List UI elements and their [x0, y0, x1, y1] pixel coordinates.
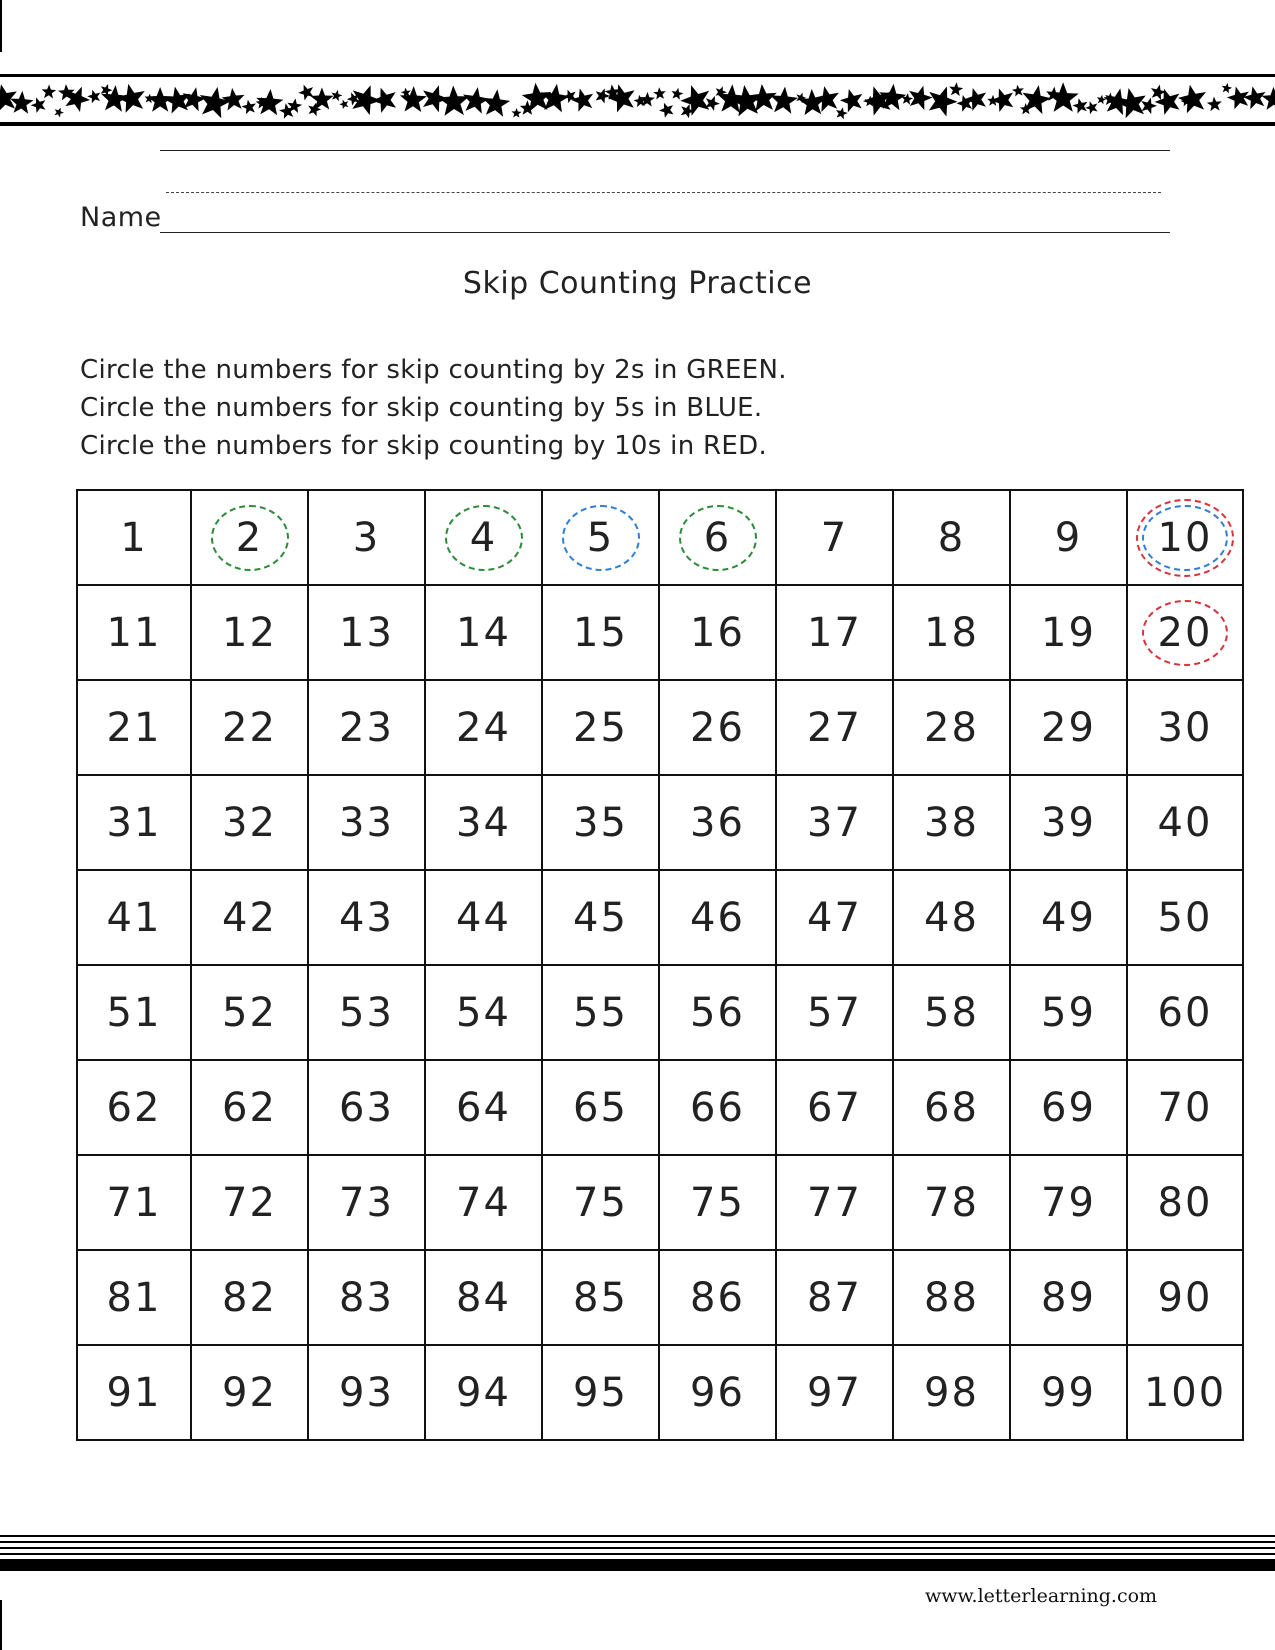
cell-number: 11: [106, 609, 162, 656]
writing-base-line: [160, 232, 1170, 233]
star-icon: [836, 107, 848, 119]
website-url[interactable]: www.letterlearning.com: [925, 1585, 1158, 1607]
corner-mark-bottom: [0, 1600, 2, 1650]
star-icon: [541, 84, 570, 113]
grid-cell[interactable]: [191, 1250, 308, 1345]
cell-number: 27: [807, 704, 862, 751]
cell-number: 82: [222, 1274, 277, 1321]
cell-number: 30: [1157, 704, 1213, 751]
cell-number: 28: [924, 704, 979, 751]
cell-number: 84: [456, 1274, 511, 1321]
star-icon: [331, 90, 342, 101]
instruction-green: Circle the numbers for skip counting by 2s in GREEN.: [80, 355, 787, 385]
star-icon: [659, 103, 674, 118]
grid-cell[interactable]: [425, 585, 542, 680]
star-icon: [400, 86, 427, 112]
grid-cell[interactable]: [308, 1250, 425, 1345]
grid-cell[interactable]: [776, 965, 893, 1060]
grid-cell[interactable]: [77, 1060, 191, 1155]
grid-cell[interactable]: [308, 1345, 425, 1440]
cell-number: 34: [456, 799, 511, 846]
grid-cell[interactable]: [542, 1345, 659, 1440]
grid-cell[interactable]: [776, 490, 893, 585]
cell-number: 15: [573, 609, 628, 656]
star-icon: [339, 100, 348, 110]
grid-cell[interactable]: [776, 1155, 893, 1250]
cell-number: 4: [469, 514, 498, 561]
cell-number: 6: [703, 514, 732, 561]
star-icon: [42, 84, 57, 98]
grid-cell[interactable]: [77, 680, 191, 775]
grid-cell[interactable]: [659, 680, 776, 775]
cell-number: 3: [352, 514, 381, 561]
grid-cell[interactable]: [77, 585, 191, 680]
cell-number: 65: [573, 1084, 628, 1131]
cell-number: 16: [690, 609, 745, 656]
grid-cell[interactable]: [191, 1345, 308, 1440]
cell-number: 14: [456, 609, 511, 656]
cell-number: 92: [222, 1369, 277, 1416]
cell-number: 49: [1041, 894, 1096, 941]
grid-cell[interactable]: [776, 1345, 893, 1440]
cell-number: 63: [339, 1084, 394, 1131]
cell-number: 40: [1157, 799, 1213, 846]
grid-cell[interactable]: [191, 870, 308, 965]
cell-number: 25: [573, 704, 628, 751]
cell-number: 69: [1041, 1084, 1096, 1131]
grid-cell[interactable]: [1010, 490, 1127, 585]
grid-cell[interactable]: [308, 490, 425, 585]
star-border: [0, 74, 1275, 128]
cell-number: 45: [573, 894, 628, 941]
grid-cell[interactable]: [893, 1250, 1010, 1345]
star-icon: [1262, 87, 1275, 110]
grid-cell[interactable]: [425, 1060, 542, 1155]
grid-row: [77, 585, 1243, 680]
grid-cell[interactable]: [308, 1060, 425, 1155]
grid-cell[interactable]: [893, 680, 1010, 775]
grid-row: [77, 1155, 1243, 1250]
grid-cell[interactable]: [893, 1060, 1010, 1155]
cell-number: 26: [690, 704, 745, 751]
grid-cell[interactable]: [659, 1060, 776, 1155]
grid-cell[interactable]: [425, 490, 542, 585]
star-icon: [964, 88, 986, 111]
grid-row: [77, 870, 1243, 965]
grid-cell[interactable]: [1127, 870, 1243, 965]
star-icon: [653, 87, 666, 99]
cell-number: 59: [1041, 989, 1096, 1036]
star-icon: [1178, 85, 1206, 114]
grid-cell[interactable]: [308, 1155, 425, 1250]
grid-row: [77, 1345, 1243, 1440]
cell-number: 93: [339, 1369, 394, 1416]
grid-cell[interactable]: [1010, 1155, 1127, 1250]
grid-cell[interactable]: [1127, 490, 1243, 585]
cell-number: 71: [106, 1179, 162, 1226]
grid-cell[interactable]: [893, 585, 1010, 680]
cell-number: 41: [106, 894, 162, 941]
cell-number: 80: [1157, 1179, 1213, 1226]
cell-number: 62: [106, 1084, 162, 1131]
cell-number: 94: [456, 1369, 511, 1416]
grid-cell[interactable]: [893, 870, 1010, 965]
instruction-blue: Circle the numbers for skip counting by 5s in BLUE.: [80, 393, 763, 423]
grid-cell[interactable]: [1010, 1250, 1127, 1345]
cell-number: 39: [1041, 799, 1096, 846]
cell-number: 19: [1041, 609, 1096, 656]
corner-mark-top: [0, 0, 2, 52]
grid-cell[interactable]: [1127, 1155, 1243, 1250]
grid-cell[interactable]: [77, 870, 191, 965]
star-icon: [287, 98, 302, 113]
cell-number: 44: [456, 894, 511, 941]
star-icon: [840, 89, 862, 112]
grid-cell[interactable]: [659, 585, 776, 680]
grid-cell[interactable]: [542, 870, 659, 965]
cell-number: 55: [573, 989, 628, 1036]
cell-number: 20: [1157, 609, 1213, 656]
cell-number: 87: [807, 1274, 862, 1321]
grid-cell[interactable]: [542, 965, 659, 1060]
grid-cell[interactable]: [308, 775, 425, 870]
grid-cell[interactable]: [425, 680, 542, 775]
star-icon: [298, 85, 313, 101]
grid-cell[interactable]: [1010, 1060, 1127, 1155]
cell-number: 21: [106, 704, 162, 751]
grid-cell[interactable]: [191, 775, 308, 870]
cell-number: 54: [456, 989, 511, 1036]
grid-cell[interactable]: [308, 585, 425, 680]
cell-number: 98: [924, 1369, 979, 1416]
grid-cell[interactable]: [191, 1060, 308, 1155]
grid-row: [77, 775, 1243, 870]
cell-number: 51: [106, 989, 162, 1036]
hundred-chart: [76, 489, 1244, 1441]
star-icon: [1012, 85, 1024, 97]
cell-number: 85: [573, 1274, 628, 1321]
grid-cell[interactable]: [776, 680, 893, 775]
cell-number: 95: [573, 1369, 628, 1416]
cell-number: 50: [1157, 894, 1213, 941]
grid-cell[interactable]: [77, 1345, 191, 1440]
cell-number: 83: [339, 1274, 394, 1321]
grid-cell[interactable]: [191, 490, 308, 585]
cell-number: 24: [456, 704, 511, 751]
grid-cell[interactable]: [77, 965, 191, 1060]
grid-cell[interactable]: [893, 775, 1010, 870]
grid-cell[interactable]: [893, 1155, 1010, 1250]
star-icon: [1048, 82, 1079, 112]
cell-number: 77: [807, 1179, 862, 1226]
cell-number: 8: [937, 514, 966, 561]
cell-number: 64: [456, 1084, 511, 1131]
grid-cell[interactable]: [659, 965, 776, 1060]
grid-cell[interactable]: [893, 490, 1010, 585]
cell-number: 47: [807, 894, 862, 941]
cell-number: 37: [807, 799, 862, 846]
star-icon: [242, 100, 257, 115]
cell-number: 96: [690, 1369, 745, 1416]
grid-cell[interactable]: [776, 870, 893, 965]
grid-cell[interactable]: [308, 870, 425, 965]
cell-number: 70: [1157, 1084, 1213, 1131]
cell-number: 58: [924, 989, 979, 1036]
grid-cell[interactable]: [1127, 965, 1243, 1060]
grid-cell[interactable]: [1010, 870, 1127, 965]
grid-cell[interactable]: [776, 585, 893, 680]
cell-number: 74: [456, 1179, 511, 1226]
cell-number: 29: [1041, 704, 1096, 751]
grid-cell[interactable]: [191, 965, 308, 1060]
cell-number: 57: [807, 989, 862, 1036]
page-title: Skip Counting Practice: [462, 266, 813, 301]
grid-cell[interactable]: [776, 775, 893, 870]
grid-cell[interactable]: [776, 1250, 893, 1345]
grid-cell[interactable]: [1010, 680, 1127, 775]
cell-number: 23: [339, 704, 394, 751]
cell-number: 68: [924, 1084, 979, 1131]
cell-number: 60: [1157, 989, 1213, 1036]
cell-number: 22: [222, 704, 277, 751]
cell-number: 7: [820, 514, 849, 561]
grid-cell[interactable]: [659, 490, 776, 585]
star-icon: [770, 87, 798, 114]
grid-cell[interactable]: [1127, 775, 1243, 870]
star-icon: [1097, 95, 1106, 104]
grid-cell[interactable]: [425, 870, 542, 965]
star-icon: [200, 87, 231, 118]
grid-cell[interactable]: [425, 1250, 542, 1345]
grid-cell[interactable]: [308, 965, 425, 1060]
grid-cell[interactable]: [542, 775, 659, 870]
star-icon: [1222, 83, 1232, 94]
cell-number: 75: [690, 1179, 745, 1226]
star-icon: [1073, 98, 1088, 113]
cell-number: 46: [690, 894, 745, 941]
cell-number: 52: [222, 989, 277, 1036]
star-icon: [1141, 98, 1157, 114]
star-icon: [87, 90, 100, 104]
grid-cell[interactable]: [77, 490, 191, 585]
instruction-red: Circle the numbers for skip counting by 10s in RED.: [80, 431, 768, 461]
grid-cell[interactable]: [659, 775, 776, 870]
star-icon: [31, 97, 46, 113]
star-icon: [222, 88, 245, 111]
cell-number: 89: [1041, 1274, 1096, 1321]
writing-top-line: [160, 150, 1170, 151]
grid-cell[interactable]: [425, 965, 542, 1060]
star-icon: [571, 89, 593, 112]
grid-cell[interactable]: [659, 1155, 776, 1250]
cell-number: 1: [120, 514, 148, 561]
grid-row: [77, 680, 1243, 775]
cell-number: 18: [924, 609, 979, 656]
star-icon: [54, 108, 64, 118]
cell-number: 32: [222, 799, 277, 846]
grid-cell[interactable]: [659, 1250, 776, 1345]
cell-number: 97: [807, 1369, 862, 1416]
cell-number: 31: [106, 799, 162, 846]
writing-mid-line: [166, 192, 1161, 193]
grid-cell[interactable]: [542, 680, 659, 775]
cell-number: 91: [106, 1369, 162, 1416]
star-icon: [1243, 86, 1265, 109]
grid-cell[interactable]: [542, 1155, 659, 1250]
grid-cell[interactable]: [425, 1345, 542, 1440]
cell-number: 72: [222, 1179, 277, 1226]
grid-row: [77, 1060, 1243, 1155]
grid-cell[interactable]: [659, 870, 776, 965]
cell-number: 35: [573, 799, 628, 846]
grid-cell[interactable]: [425, 775, 542, 870]
grid-cell[interactable]: [542, 490, 659, 585]
cell-number: 79: [1041, 1179, 1096, 1226]
grid-cell[interactable]: [542, 585, 659, 680]
grid-cell[interactable]: [542, 1250, 659, 1345]
cell-number: 67: [807, 1084, 862, 1131]
name-label: Name: [80, 202, 162, 233]
cell-number: 48: [924, 894, 979, 941]
cell-number: 100: [1143, 1369, 1227, 1416]
cell-number: 17: [807, 609, 862, 656]
cell-number: 99: [1041, 1369, 1096, 1416]
footer-border: [0, 1535, 1275, 1575]
star-icon: [372, 88, 396, 113]
cell-number: 5: [586, 514, 615, 561]
star-icon: [949, 82, 963, 96]
grid-cell[interactable]: [542, 1060, 659, 1155]
star-icon: [909, 86, 933, 110]
grid-cell[interactable]: [77, 1250, 191, 1345]
cell-number: 43: [339, 894, 394, 941]
grid-cell[interactable]: [191, 1155, 308, 1250]
cell-number: 78: [924, 1179, 979, 1226]
cell-number: 88: [924, 1274, 979, 1321]
grid-row: [77, 965, 1243, 1060]
cell-number: 2: [235, 514, 264, 561]
star-icon: [1207, 97, 1222, 112]
star-icon: [1085, 101, 1098, 114]
cell-number: 86: [690, 1274, 745, 1321]
star-icon: [512, 108, 522, 118]
star-icon: [438, 86, 469, 116]
cell-number: 33: [339, 799, 394, 846]
grid-cell[interactable]: [893, 1345, 1010, 1440]
grid-cell[interactable]: [1127, 680, 1243, 775]
grid-cell[interactable]: [191, 680, 308, 775]
grid-cell[interactable]: [1127, 585, 1243, 680]
cell-number: 66: [690, 1084, 745, 1131]
star-icon: [672, 88, 684, 100]
grid-cell[interactable]: [893, 965, 1010, 1060]
grid-row: [77, 1250, 1243, 1345]
grid-cell[interactable]: [191, 585, 308, 680]
cell-number: 12: [222, 609, 277, 656]
grid-cell[interactable]: [1127, 1345, 1243, 1440]
cell-number: 9: [1054, 514, 1083, 561]
cell-number: 73: [339, 1179, 394, 1226]
grid-cell[interactable]: [77, 1155, 191, 1250]
cell-number: 53: [339, 989, 394, 1036]
cell-number: 36: [690, 799, 745, 846]
grid-cell[interactable]: [1010, 775, 1127, 870]
cell-number: 90: [1157, 1274, 1213, 1321]
grid-cell[interactable]: [776, 1060, 893, 1155]
cell-number: 62: [222, 1084, 277, 1131]
grid-cell[interactable]: [77, 775, 191, 870]
stars-pattern: [0, 80, 1275, 122]
cell-number: 81: [106, 1274, 162, 1321]
cell-number: 42: [222, 894, 277, 941]
grid-cell[interactable]: [1010, 965, 1127, 1060]
cell-number: 38: [924, 799, 979, 846]
grid-cell[interactable]: [1010, 1345, 1127, 1440]
star-icon: [0, 84, 17, 112]
cell-number: 56: [690, 989, 745, 1036]
grid-cell[interactable]: [1010, 585, 1127, 680]
grid-cell[interactable]: [308, 680, 425, 775]
cell-number: 75: [573, 1179, 628, 1226]
star-icon: [991, 88, 1014, 112]
star-icon: [482, 89, 510, 116]
cell-number: 13: [339, 609, 394, 656]
grid-cell[interactable]: [1127, 1060, 1243, 1155]
grid-row: [77, 490, 1243, 585]
cell-number: 10: [1157, 514, 1213, 561]
grid-cell[interactable]: [659, 1345, 776, 1440]
grid-cell[interactable]: [425, 1155, 542, 1250]
grid-cell[interactable]: [1127, 1250, 1243, 1345]
